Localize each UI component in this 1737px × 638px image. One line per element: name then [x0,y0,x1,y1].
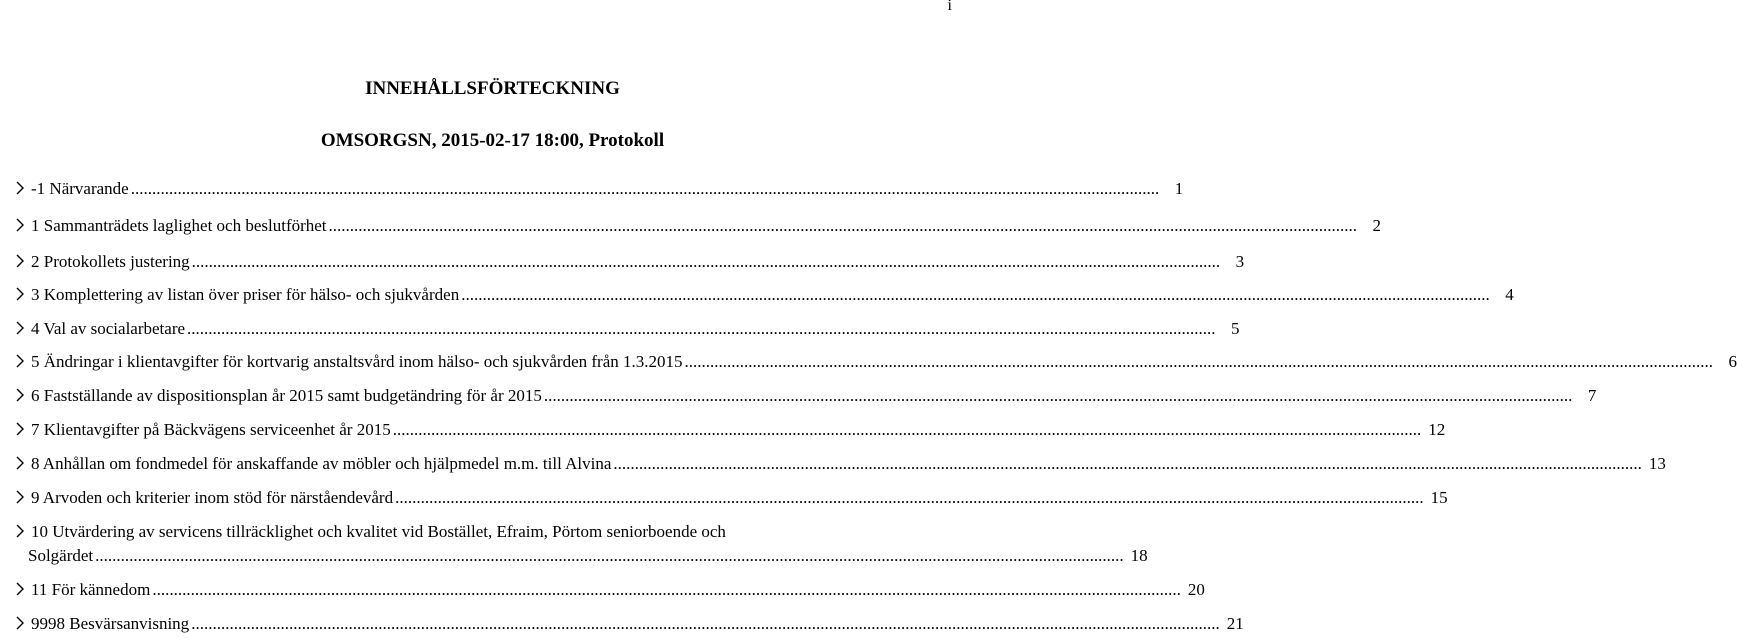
dot-leader: .................................................................................................................................................................................................................................................. [395,488,1424,507]
toc-entry[interactable] [16,453,1666,475]
dot-leader: .................................................................................................................................................................................................................................................. [95,546,1124,565]
bullet-icon [16,524,24,538]
dot-leader: .................................................................................................................................................................................................................................................. [191,252,1221,271]
toc-entry-page: 18 [1130,546,1148,565]
toc-entry-label: 6 Fastställande av dispositionsplan år 2015 samt budgetändring för år 2015 [31,386,542,405]
toc-entry-page: 6 [1728,352,1737,371]
toc-entry-page: 2 [1372,216,1382,235]
toc-entry-label: 5 Ändringar i klientavgifter för kortvarig anstaltsvård inom hälso- och sjukvården från 1.3.2015 [31,352,683,371]
toc-entry[interactable] [16,215,1382,237]
toc-entry-page: 4 [1505,285,1514,304]
dot-leader: .................................................................................................................................................................................................................................................. [328,216,1358,235]
dot-leader: .................................................................................................................................................................................................................................................. [613,454,1642,473]
document-title: INNEHÅLLSFÖRTECKNING [365,78,620,99]
toc-entry-page: 12 [1428,420,1446,439]
toc-entry-label: 4 Val av socialarbetare [31,319,186,338]
toc-entry-label: 10 Utvärdering av servicens tillräcklighet och kvalitet vid Bostället, Efraim, Pörtom seniorboende och [31,522,726,541]
dot-leader: .................................................................................................................................................................................................................................................. [543,386,1573,405]
toc-entry[interactable] [16,487,1448,509]
dot-leader: .................................................................................................................................................................................................................................................. [392,420,1422,439]
toc-entry-page: 1 [1174,179,1184,198]
toc-entry-page: 20 [1187,580,1205,599]
toc-entry-label: 11 För kännedom [31,580,151,599]
toc-entry-page: 5 [1231,319,1240,338]
bullet-icon [16,388,24,402]
toc-entry[interactable] [16,579,1205,601]
toc-entry-page: 3 [1235,252,1245,271]
toc-entry[interactable] [16,521,960,543]
toc-entry-label: -1 Närvarande [31,179,129,198]
bullet-icon [16,490,24,504]
bullet-icon [16,218,24,232]
toc-entry[interactable] [16,419,1446,441]
bullet-icon [16,287,24,301]
toc-entry-label: 9 Arvoden och kriterier inom stöd för närståendevård [31,488,394,507]
page-number-marker: i [947,0,952,14]
toc-entry-page: 13 [1648,454,1666,473]
dot-leader: .................................................................................................................................................................................................................................................. [684,352,1713,371]
toc-entry[interactable] [16,284,1514,306]
toc-entry[interactable] [16,613,1244,635]
bullet-icon [16,321,24,335]
bullet-icon [16,354,24,368]
toc-entry[interactable] [16,251,1245,273]
toc-entry[interactable] [16,318,1240,340]
bullet-icon [16,616,24,630]
toc-entry-label-continuation: Solgärdet [28,546,94,565]
toc-entry-label: 1 Sammanträdets laglighet och beslutförhet [31,216,327,235]
toc-entry-label: 2 Protokollets justering [31,252,190,271]
dot-leader: .................................................................................................................................................................................................................................................. [191,614,1220,633]
toc-entry-label: 8 Anhållan om fondmedel för anskaffande av möbler och hjälpmedel m.m. till Alvina [31,454,612,473]
toc-entry-label: 3 Komplettering av listan över priser för hälso- och sjukvården [31,285,460,304]
document-subtitle: OMSORGSN, 2015-02-17 18:00, Protokoll [320,130,665,151]
toc-entry[interactable] [16,178,1184,200]
bullet-icon [16,181,24,195]
bullet-icon [16,422,24,436]
toc-entry-page: 15 [1430,488,1448,507]
bullet-icon [16,254,24,268]
toc-entry[interactable] [16,385,1597,407]
toc-entry-page: 21 [1226,614,1244,633]
toc-entry-page: 7 [1587,386,1597,405]
toc-entry[interactable] [16,351,1737,373]
toc-entry-label: 9998 Besvärsanvisning [31,614,190,633]
toc-entry-continuation[interactable] [28,545,1148,567]
toc-entry-label: 7 Klientavgifter på Bäckvägens serviceenhet år 2015 [31,420,391,439]
dot-leader: .................................................................................................................................................................................................................................................. [130,179,1160,198]
bullet-icon [16,582,24,596]
dot-leader: .................................................................................................................................................................................................................................................. [461,285,1490,304]
dot-leader: .................................................................................................................................................................................................................................................. [152,580,1181,599]
dot-leader: .................................................................................................................................................................................................................................................. [187,319,1216,338]
bullet-icon [16,456,24,470]
